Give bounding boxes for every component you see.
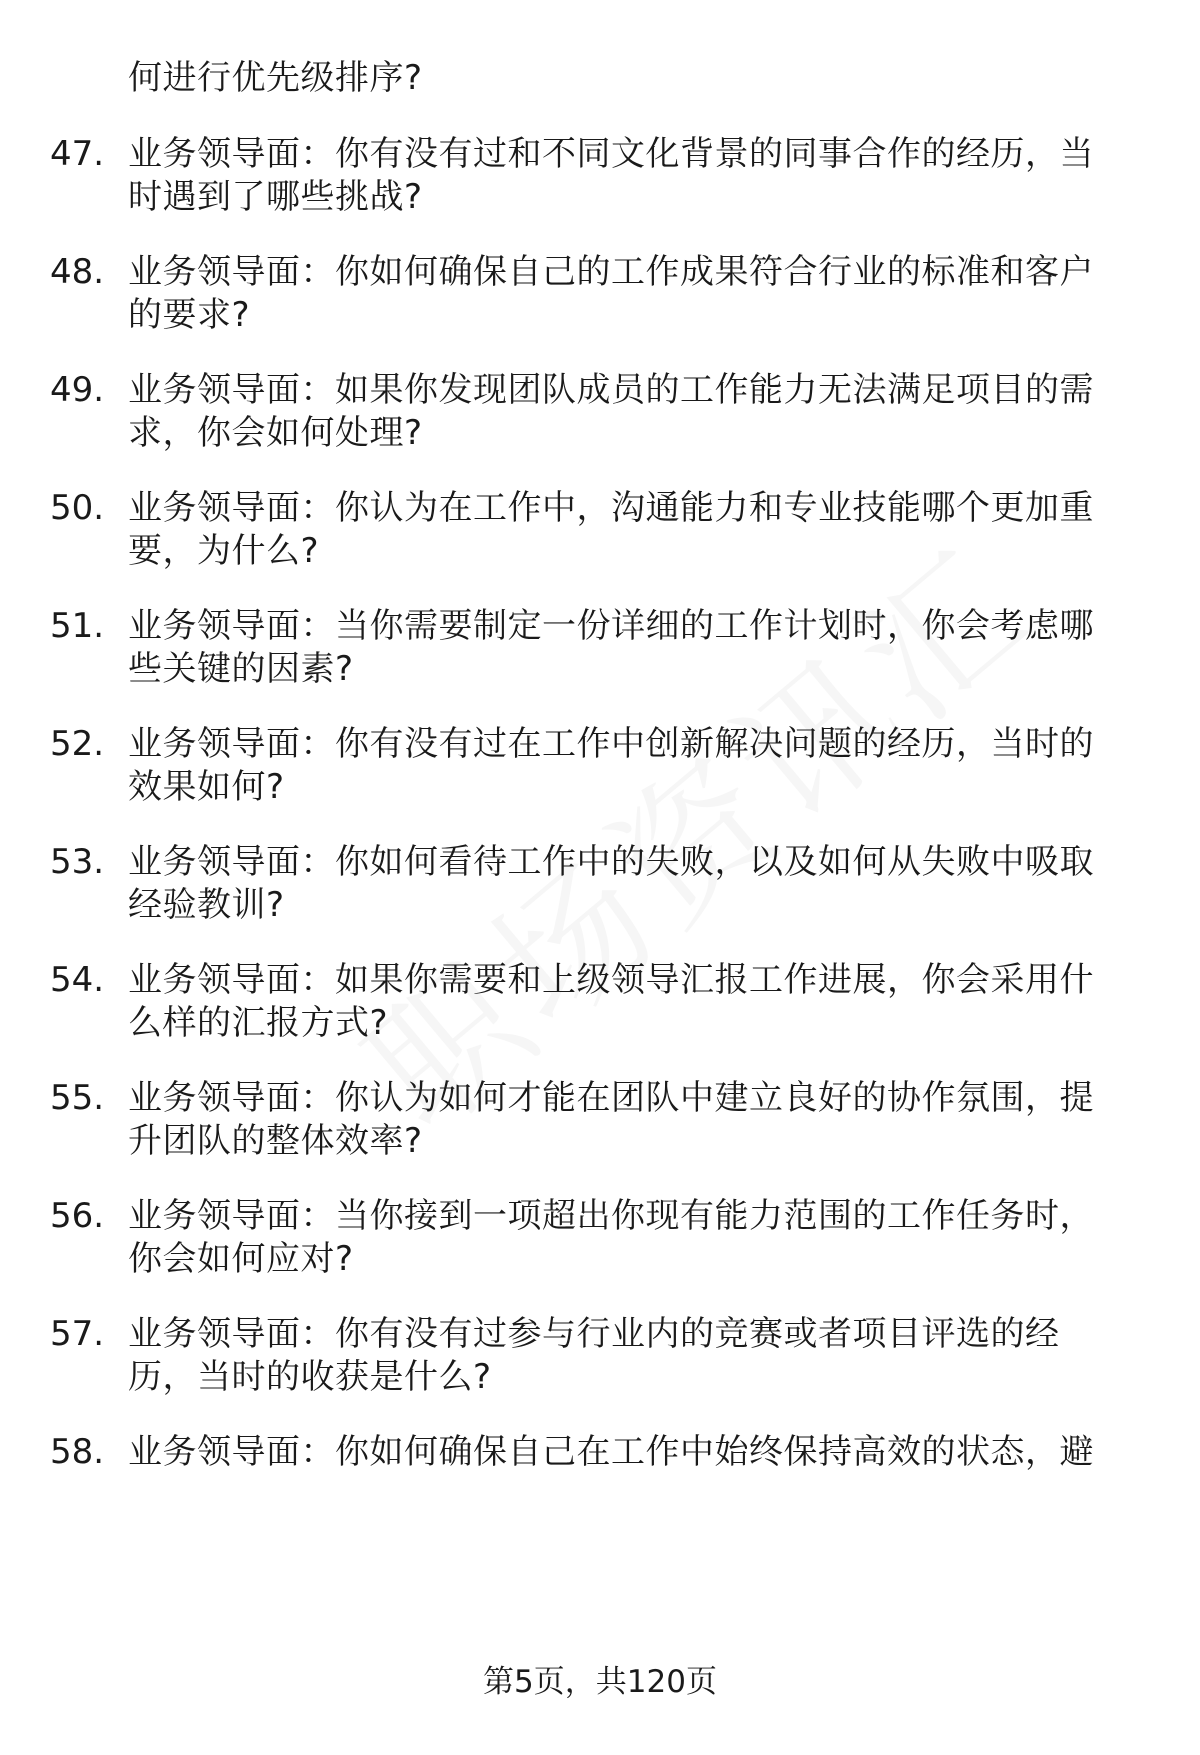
item-text-line1: 业务领导面：你如何确保自己在工作中始终保持高效的状态，避 bbox=[128, 1432, 1094, 1472]
item-text-line2: 升团队的整体效率? bbox=[128, 1121, 423, 1161]
continuation-line: 何进行优先级排序? bbox=[128, 58, 423, 98]
item-number: 48. bbox=[50, 252, 105, 292]
item-text-line2: 时遇到了哪些挑战? bbox=[128, 177, 423, 217]
item-text-line1: 业务领导面：当你接到一项超出你现有能力范围的工作任务时， bbox=[128, 1196, 1094, 1236]
item-number: 58. bbox=[50, 1432, 105, 1472]
item-text-line2: 你会如何应对? bbox=[128, 1239, 354, 1279]
item-text-line1: 业务领导面：当你需要制定一份详细的工作计划时，你会考虑哪 bbox=[128, 606, 1094, 646]
item-text-line2: 要，为什么? bbox=[128, 531, 320, 571]
item-text-line1: 业务领导面：你认为如何才能在团队中建立良好的协作氛围，提 bbox=[128, 1078, 1094, 1118]
item-number: 57. bbox=[50, 1314, 105, 1354]
item-text-line1: 业务领导面：你有没有过和不同文化背景的同事合作的经历，当 bbox=[128, 134, 1094, 174]
item-number: 49. bbox=[50, 370, 105, 410]
item-number: 56. bbox=[50, 1196, 105, 1236]
item-number: 50. bbox=[50, 488, 105, 528]
item-number: 53. bbox=[50, 842, 105, 882]
item-text-line1: 业务领导面：如果你需要和上级领导汇报工作进展，你会采用什 bbox=[128, 960, 1094, 1000]
item-number: 54. bbox=[50, 960, 105, 1000]
item-text-line1: 业务领导面：你认为在工作中，沟通能力和专业技能哪个更加重 bbox=[128, 488, 1094, 528]
item-text-line1: 业务领导面：你如何确保自己的工作成果符合行业的标准和客户 bbox=[128, 252, 1094, 292]
item-text-line1: 业务领导面：你有没有过参与行业内的竞赛或者项目评选的经 bbox=[128, 1314, 1060, 1354]
item-number: 51. bbox=[50, 606, 105, 646]
item-text-line2: 的要求? bbox=[128, 295, 251, 335]
item-text-line2: 历，当时的收获是什么? bbox=[128, 1357, 492, 1397]
item-text-line2: 些关键的因素? bbox=[128, 649, 354, 689]
item-number: 52. bbox=[50, 724, 105, 764]
item-text-line1: 业务领导面：如果你发现团队成员的工作能力无法满足项目的需 bbox=[128, 370, 1094, 410]
page-footer: 第5页，共120页 bbox=[483, 1664, 717, 1700]
item-text-line2: 效果如何? bbox=[128, 767, 285, 807]
item-text-line2: 求，你会如何处理? bbox=[128, 413, 423, 453]
item-text-line1: 业务领导面：你如何看待工作中的失败，以及如何从失败中吸取 bbox=[128, 842, 1094, 882]
item-number: 55. bbox=[50, 1078, 105, 1118]
item-number: 47. bbox=[50, 134, 105, 174]
item-text-line2: 经验教训? bbox=[128, 885, 285, 925]
item-text-line2: 么样的汇报方式? bbox=[128, 1003, 389, 1043]
item-text-line1: 业务领导面：你有没有过在工作中创新解决问题的经历，当时的 bbox=[128, 724, 1094, 764]
